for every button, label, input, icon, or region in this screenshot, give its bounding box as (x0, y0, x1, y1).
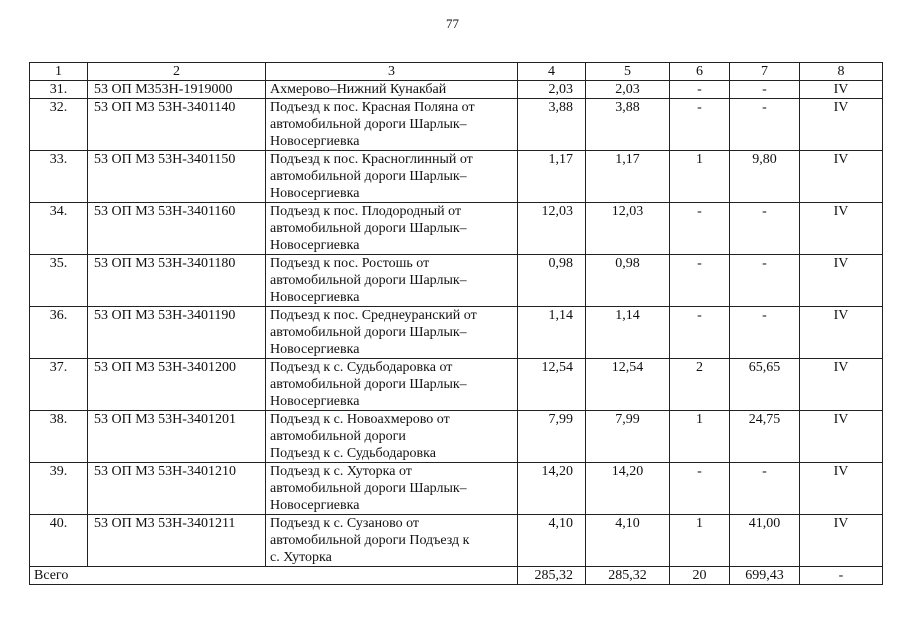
header-cell: 1 (30, 63, 88, 81)
count-cell: - (670, 255, 730, 307)
length-cell: 7,99 (586, 411, 670, 463)
table-row (30, 99, 883, 151)
length-cell: 3,88 (518, 99, 586, 151)
row-number-cell: 38. (30, 411, 88, 463)
length-cell: 1,14 (586, 307, 670, 359)
category-cell: IV (800, 307, 883, 359)
roads-table (29, 62, 883, 585)
road-code-cell: 53 ОП М3 53Н-3401180 (88, 255, 266, 307)
header-cell: 5 (586, 63, 670, 81)
count-cell: - (670, 307, 730, 359)
count-cell: 2 (670, 359, 730, 411)
road-name-cell (266, 359, 518, 411)
category-cell: IV (800, 411, 883, 463)
category-cell: IV (800, 81, 883, 99)
length-cell: 14,20 (586, 463, 670, 515)
road-name-cell (266, 203, 518, 255)
road-name-line: Подъезд к пос. Ростошь от (270, 256, 430, 271)
category-cell: IV (800, 151, 883, 203)
road-code-cell: 53 ОП М3 53Н-3401200 (88, 359, 266, 411)
count-cell: 1 (670, 515, 730, 567)
total-value-cell: 699,43 (730, 567, 800, 585)
road-code-cell: 53 ОП М3 53Н-3401150 (88, 151, 266, 203)
category-cell: IV (800, 463, 883, 515)
table-row (30, 515, 883, 567)
road-name-cell (266, 255, 518, 307)
road-name-line: Подъезд к с. Судьбодаровка от (270, 360, 453, 375)
length-cell: 12,03 (518, 203, 586, 255)
road-name-line: автомобильной дороги Подъезд к (270, 533, 470, 548)
road-name-line: автомобильной дороги Шарлык– (270, 273, 467, 288)
table-row (30, 151, 883, 203)
road-name-line: автомобильной дороги Шарлык– (270, 117, 467, 132)
total-count-cell: 20 (670, 567, 730, 585)
value-cell: - (730, 203, 800, 255)
road-name-line: Ахмерово–Нижний Кунакбай (270, 82, 447, 97)
count-cell: 1 (670, 151, 730, 203)
header-cell: 8 (800, 63, 883, 81)
value-cell: - (730, 99, 800, 151)
category-cell: IV (800, 203, 883, 255)
table-row (30, 255, 883, 307)
value-cell: 24,75 (730, 411, 800, 463)
road-name-line: автомобильной дороги (270, 429, 406, 444)
header-cell: 2 (88, 63, 266, 81)
row-number-cell: 31. (30, 81, 88, 99)
length-cell: 1,17 (518, 151, 586, 203)
value-cell: - (730, 81, 800, 99)
header-cell: 7 (730, 63, 800, 81)
table-row (30, 81, 883, 99)
total-label-cell: Всего (30, 567, 518, 585)
table-header-row (30, 63, 883, 81)
value-cell: 65,65 (730, 359, 800, 411)
category-cell: IV (800, 255, 883, 307)
header-cell: 6 (670, 63, 730, 81)
total-length-cell: 285,32 (586, 567, 670, 585)
road-name-cell (266, 151, 518, 203)
road-name-line: Подъезд к с. Хуторка от (270, 464, 412, 479)
road-name-line: с. Хуторка (270, 550, 332, 565)
road-code-cell: 53 ОП М3 53Н-3401160 (88, 203, 266, 255)
length-cell: 14,20 (518, 463, 586, 515)
count-cell: 1 (670, 411, 730, 463)
road-code-cell: 53 ОП М3 53Н-3401211 (88, 515, 266, 567)
header-cell: 3 (266, 63, 518, 81)
category-cell: IV (800, 515, 883, 567)
length-cell: 0,98 (518, 255, 586, 307)
length-cell: 1,14 (518, 307, 586, 359)
road-name-line: Подъезд к с. Сузаново от (270, 516, 420, 531)
count-cell: - (670, 81, 730, 99)
length-cell: 0,98 (586, 255, 670, 307)
road-name-line: Новосергиевка (270, 394, 360, 409)
road-name-cell (266, 307, 518, 359)
category-cell: IV (800, 99, 883, 151)
road-name-line: автомобильной дороги Шарлык– (270, 221, 467, 236)
road-code-cell: 53 ОП М3 53Н-3401190 (88, 307, 266, 359)
row-number-cell: 32. (30, 99, 88, 151)
road-name-cell (266, 99, 518, 151)
road-name-cell (266, 81, 518, 99)
header-cell: 4 (518, 63, 586, 81)
count-cell: - (670, 203, 730, 255)
road-name-cell (266, 411, 518, 463)
road-name-line: автомобильной дороги Шарлык– (270, 377, 467, 392)
road-name-line: Новосергиевка (270, 134, 360, 149)
table-row (30, 359, 883, 411)
road-name-line: автомобильной дороги Шарлык– (270, 169, 467, 184)
row-number-cell: 33. (30, 151, 88, 203)
length-cell: 2,03 (586, 81, 670, 99)
road-code-cell: 53 ОП М353Н-1919000 (88, 81, 266, 99)
road-name-line: Подъезд к пос. Красная Поляна от (270, 100, 475, 115)
road-name-line: Новосергиевка (270, 238, 360, 253)
road-code-cell: 53 ОП М3 53Н-3401140 (88, 99, 266, 151)
road-name-line: Подъезд к пос. Красноглинный от (270, 152, 473, 167)
road-code-cell: 53 ОП М3 53Н-3401201 (88, 411, 266, 463)
road-name-line: Подъезд к с. Судьбодаровка (270, 446, 436, 461)
table-row (30, 411, 883, 463)
length-cell: 12,54 (518, 359, 586, 411)
road-code-cell: 53 ОП М3 53Н-3401210 (88, 463, 266, 515)
category-cell: IV (800, 359, 883, 411)
value-cell: 9,80 (730, 151, 800, 203)
road-name-line: автомобильной дороги Шарлык– (270, 481, 467, 496)
length-cell: 7,99 (518, 411, 586, 463)
length-cell: 1,17 (586, 151, 670, 203)
road-name-line: Подъезд к пос. Среднеуранский от (270, 308, 477, 323)
table-row (30, 463, 883, 515)
table-row (30, 203, 883, 255)
length-cell: 4,10 (518, 515, 586, 567)
road-name-line: Подъезд к с. Новоахмерово от (270, 412, 450, 427)
count-cell: - (670, 99, 730, 151)
value-cell: - (730, 307, 800, 359)
length-cell: 2,03 (518, 81, 586, 99)
road-name-line: Подъезд к пос. Плодородный от (270, 204, 462, 219)
value-cell: 41,00 (730, 515, 800, 567)
road-name-line: Новосергиевка (270, 186, 360, 201)
row-number-cell: 37. (30, 359, 88, 411)
count-cell: - (670, 463, 730, 515)
row-number-cell: 36. (30, 307, 88, 359)
page-number: 77 (446, 16, 459, 31)
road-name-line: автомобильной дороги Шарлык– (270, 325, 467, 340)
length-cell: 4,10 (586, 515, 670, 567)
table-row (30, 307, 883, 359)
row-number-cell: 39. (30, 463, 88, 515)
road-name-line: Новосергиевка (270, 290, 360, 305)
length-cell: 12,03 (586, 203, 670, 255)
total-length-cell: 285,32 (518, 567, 586, 585)
value-cell: - (730, 255, 800, 307)
road-name-line: Новосергиевка (270, 498, 360, 513)
road-name-line: Новосергиевка (270, 342, 360, 357)
road-name-cell (266, 463, 518, 515)
value-cell: - (730, 463, 800, 515)
total-row (30, 567, 883, 585)
row-number-cell: 40. (30, 515, 88, 567)
length-cell: 12,54 (586, 359, 670, 411)
road-name-cell (266, 515, 518, 567)
length-cell: 3,88 (586, 99, 670, 151)
row-number-cell: 34. (30, 203, 88, 255)
row-number-cell: 35. (30, 255, 88, 307)
total-category-cell: - (800, 567, 883, 585)
